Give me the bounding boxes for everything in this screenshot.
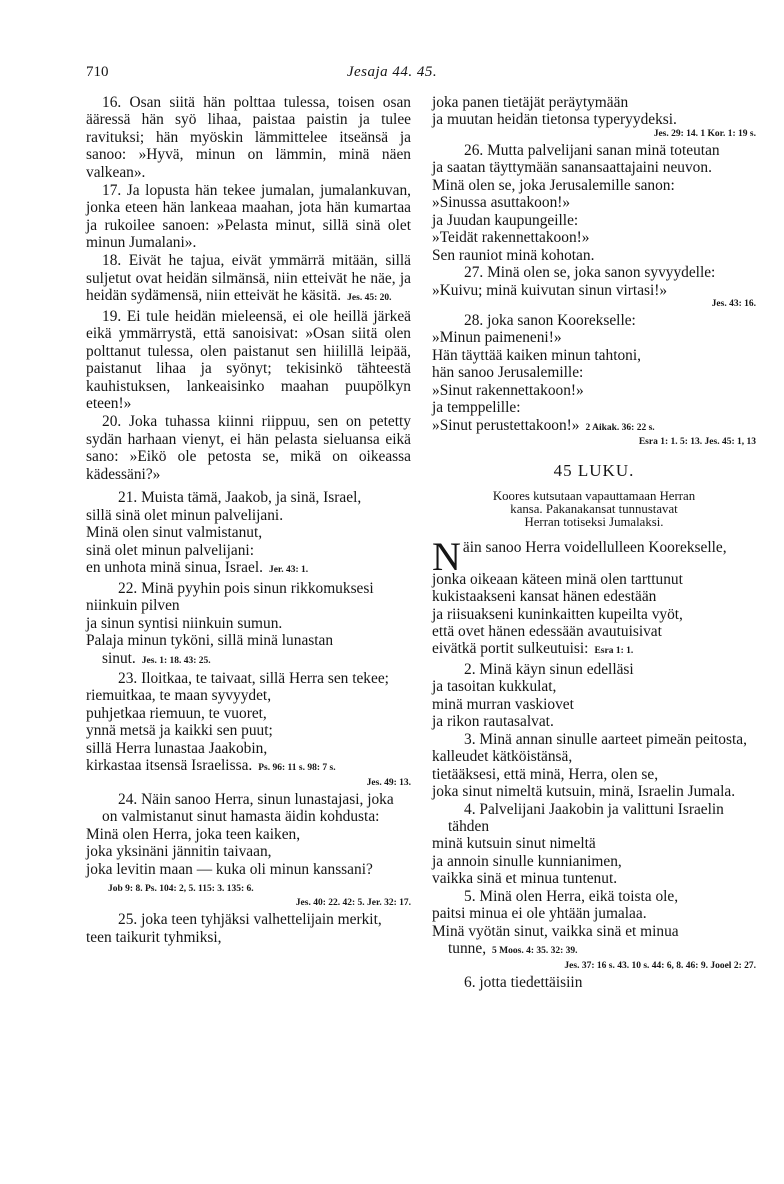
verse-25-first-line: 25. joka teen tyhjäksi valhettelijain merkit, xyxy=(118,911,382,929)
verse-line-text: en unhota minä sinua, Israel. xyxy=(86,559,263,577)
verse-4-first-line: 4. Palvelijani Jaakobin ja valittuni Israelin tähden xyxy=(448,800,724,835)
verse-line-text: Palaja minun tyköni, sillä minä lunastan sinut. xyxy=(86,632,334,667)
verse-28-first-line: 28. joka sanon Koorekselle: xyxy=(464,311,636,329)
cross-reference: Jes. 49: 13. xyxy=(366,777,411,788)
verse-line: ja tasoitan kukkulat, xyxy=(432,678,557,696)
verse-line: riemuitkaa, te maan syvyydet, xyxy=(86,687,272,705)
verse-6 xyxy=(432,974,756,991)
cross-reference: 2 Aikak. 36: 22 s. xyxy=(585,422,655,433)
verse-line: kukistaakseni kansat hänen edestään xyxy=(432,588,657,606)
verse-line: minä kutsuin sinut nimeltä xyxy=(432,835,596,853)
verse-line-text: joka levitin maan — kuka oli minun kanssani? xyxy=(86,860,373,878)
chapter-title: 45 LUKU. xyxy=(553,461,635,481)
verse-line: ja temppelille: xyxy=(432,399,521,417)
cross-reference: Jes. 45: 20. xyxy=(347,292,392,303)
cross-reference: Jes. 40: 22. 42: 5. Jer. 32: 17. xyxy=(295,898,411,909)
verse-line xyxy=(432,801,756,836)
verse-line: vaikka sinä et minua tuntenut. xyxy=(432,870,618,888)
page-number: 710 xyxy=(86,64,109,80)
verse-5 xyxy=(432,888,756,972)
verse-line xyxy=(86,861,411,899)
verse-line: kalleudet kätköistänsä, xyxy=(432,748,573,766)
verse-line xyxy=(432,640,756,660)
verse-21-first-line: 21. Muista tämä, Jaakob, ja sinä, Israel, xyxy=(118,489,362,507)
verse-line: ja annoin sinulle kunnianimen, xyxy=(432,852,622,870)
left-column xyxy=(86,94,411,946)
verse-3-first-line: 3. Minä annan sinulle aarteet pimeän peitosta, xyxy=(464,730,747,748)
verse-line: tietääksesi, että minä, Herra, olen se, xyxy=(432,765,659,783)
verse-20: 20. Joka tuhassa kiinni riippuu, sen on petetty sydän harhaan vienyt, ei hän pelasta sieluansa eikä sano: »Eikö ole petosta se, mikä on oikeassa kädessäni?» xyxy=(86,413,411,483)
verse-line: ja sinun syntisi niinkuin sumun. xyxy=(86,614,283,632)
verse-line: Sen rauniot minä kohotan. xyxy=(432,246,595,264)
verse-line: puhjetkaa riemuun, te vuoret, xyxy=(86,704,267,722)
verse-22 xyxy=(86,580,411,670)
verse-line: »Kuivu; minä kuivutan sinun virtasi!» xyxy=(432,281,668,299)
verse-line: äin sanoo Herra voidellulleen Koorekselle, xyxy=(462,538,727,556)
verse-line xyxy=(432,974,756,991)
verse-26-first-line: 26. Mutta palvelijani sanan minä toteutan xyxy=(464,141,720,159)
verse-line xyxy=(86,580,411,597)
verse-line: sillä sinä olet minun palvelijani. xyxy=(86,506,284,524)
verse-line-text: kirkastaa itsensä Israelissa. xyxy=(86,757,253,775)
verse-line: Minä olen se, joka Jerusalemille sanon: xyxy=(432,176,675,194)
verse-line: »Sinut rakennettakoon!» xyxy=(432,381,584,399)
verse-line: teen taikurit tyhmiksi, xyxy=(86,928,222,946)
verse-line xyxy=(86,791,411,826)
cross-reference: Jes. 29: 14. 1 Kor. 1: 19 s. xyxy=(653,128,756,139)
verse-19: 19. Ei tule heidän mieleensä, ei ole heillä järkeä eikä ymmärrystä, että sanoisivat: »Osan siitä olen polttanut tulessa, olen paistanut sen hiilillä leipää, paistanut lihaa ja syönyt; tekisinkö tähteestä kauhistuksen, lankeaisinko maahan puupölkyn eteen!» xyxy=(86,307,411,413)
verse-3 xyxy=(432,731,756,801)
right-column xyxy=(432,94,756,991)
verse-line: »Sinussa asuttakoon!» xyxy=(432,194,571,212)
verse-24 xyxy=(86,791,411,910)
verse-23 xyxy=(86,670,411,789)
verse-4 xyxy=(432,801,756,888)
verse-line: hän sanoo Jerusalemille: xyxy=(432,364,584,382)
verse-line xyxy=(86,670,411,687)
verse-line: minä murran vaskiovet xyxy=(432,695,574,713)
verse-line xyxy=(86,911,411,928)
verse-line: »Minun paimeneni!» xyxy=(432,329,562,347)
verse-line-text: »Sinut perustettakoon!» xyxy=(432,416,580,434)
verse-line xyxy=(432,142,756,159)
cross-reference: Jes. 37: 16 s. 43. 10 s. 44: 6, 8. 46: 9. Jooel 2: 27. xyxy=(564,960,756,971)
cross-reference: Jes. 1: 18. 43: 25. xyxy=(141,655,211,666)
verse-line: ja riisuakseni kuninkaitten kupeilta vyöt, xyxy=(432,605,683,623)
drop-cap: N xyxy=(432,533,461,579)
verse-18-text: 18. Eivät he tajua, eivät ymmärrä mitään, sillä suljetut ovat heidän silmänsä, niin etteivät he näe, ja heidän sydämensä, niin etteivät he käsitä. xyxy=(86,252,411,304)
summary-line: kansa. Pakanakansat tunnustavat xyxy=(510,501,678,516)
verse-line: joka sinut nimeltä kutsuin, minä, Israelin Jumala. xyxy=(432,783,736,801)
verse-line: niinkuin pilven xyxy=(86,597,180,615)
verse-1 xyxy=(432,533,756,661)
verse-25-continued xyxy=(432,94,756,140)
verse-25 xyxy=(86,911,411,946)
cross-reference: Esra 1: 1. 5: 13. Jes. 45: 1, 13 xyxy=(638,437,756,448)
verse-line-text: Minä vyötän sinut, vaikka sinä et minua tunne, xyxy=(432,922,679,958)
cross-reference: 5 Moos. 4: 35. 32: 39. xyxy=(492,946,578,957)
verse-line: ynnä metsä ja kaikki sen puut; xyxy=(86,722,273,740)
verse-line-text: eivätkä portit sulkeutuisi: xyxy=(432,640,589,658)
verse-5-first-line: 5. Minä olen Herra, eikä toista ole, xyxy=(464,887,679,905)
verse-27 xyxy=(432,264,756,310)
summary-line: Herran totiseksi Jumalaksi. xyxy=(524,514,664,529)
verse-line xyxy=(86,559,411,579)
verse-line: ja muutan heidän tietonsa typeryydeksi. xyxy=(432,111,677,129)
verse-6-first-line: 6. jotta tiedettäisiin xyxy=(464,973,583,991)
verse-line: »Teidät rakennettakoon!» xyxy=(432,229,590,247)
verse-line: ja rikon rautasalvat. xyxy=(432,713,554,731)
verse-line: sillä Herra lunastaa Jaakobin, xyxy=(86,739,268,757)
cross-reference: Job 9: 8. Ps. 104: 2, 5. 115: 3. 135: 6. xyxy=(108,883,254,894)
verse-28 xyxy=(432,312,756,448)
cross-reference: Esra 1: 1. xyxy=(594,646,634,657)
verse-23-first-line: 23. Iloitkaa, te taivaat, sillä Herra sen tekee; xyxy=(118,670,389,687)
cross-reference: Jes. 43: 16. xyxy=(711,298,756,309)
verse-line xyxy=(86,632,411,670)
cross-reference: Ps. 96: 11 s. 98: 7 s. xyxy=(258,763,336,774)
chapter-summary xyxy=(432,490,756,529)
summary-line: Koores kutsutaan vapauttamaan Herran xyxy=(492,488,696,503)
verse-line xyxy=(432,923,756,961)
verse-16: 16. Osan siitä hän polttaa tulessa, toisen osan ääressä hän syö lihaa, paistaa paistin ja tulee ravituksi; hän myöskin lämmittelee itseänsä ja sanoo: »Hyvä, minun on lämmin, minä näen valkean». xyxy=(86,94,411,181)
verse-line: paitsi minua ei ole yhtään jumalaa. xyxy=(432,905,647,923)
running-head: Jesaja 44. 45. xyxy=(346,64,438,80)
verse-line xyxy=(432,312,756,329)
verse-24-first-line: 24. Näin sanoo Herra, sinun lunastajasi, joka on valmistanut sinut hamasta äidin kohdusta: xyxy=(102,790,394,826)
verse-line xyxy=(432,731,756,748)
verse-line: joka panen tietäjät peräytymään xyxy=(432,94,629,111)
verse-21 xyxy=(86,489,411,579)
verse-line: Minä olen sinut valmistanut, xyxy=(86,524,263,542)
verse-26 xyxy=(432,142,756,264)
verse-line: jonka oikeaan käteen minä olen tarttunut xyxy=(432,570,683,588)
verse-27-first-line: 27. Minä olen se, joka sanon syvyydelle: xyxy=(464,264,716,282)
cross-reference: Jer. 43: 1. xyxy=(268,565,309,576)
verse-line xyxy=(86,757,411,777)
verse-line: ja Juudan kaupungeille: xyxy=(432,211,579,229)
verse-line xyxy=(432,417,756,437)
verse-line xyxy=(432,888,756,905)
verse-line: joka yksinäni jännitin taivaan, xyxy=(86,843,272,861)
verse-2 xyxy=(432,661,756,731)
verse-line xyxy=(432,264,756,281)
verse-22-first-line: 22. Minä pyyhin pois sinun rikkomuksesi xyxy=(118,579,374,597)
verse-line: sinä olet minun palvelijani: xyxy=(86,541,254,559)
verse-2-first-line: 2. Minä käyn sinun edelläsi xyxy=(464,660,634,678)
verse-line xyxy=(432,661,756,678)
verse-line: Hän täyttää kaiken minun tahtoni, xyxy=(432,346,641,364)
verse-line: että ovet hänen edessään avautuisivat xyxy=(432,622,662,640)
verse-line xyxy=(86,489,411,506)
verse-18 xyxy=(86,252,411,307)
verse-line: ja saatan täyttymään sanansaattajaini neuvon. xyxy=(432,159,712,177)
verse-17: 17. Ja lopusta hän tekee jumalan, jumalankuvan, jonka eteen hän lankeaa maahan, jota hän kumartaa ja rukoilee sanoen: »Pelasta minut, sillä sinä olet minun Jumalani». xyxy=(86,181,411,252)
verse-line: Minä olen Herra, joka teen kaiken, xyxy=(86,825,301,843)
